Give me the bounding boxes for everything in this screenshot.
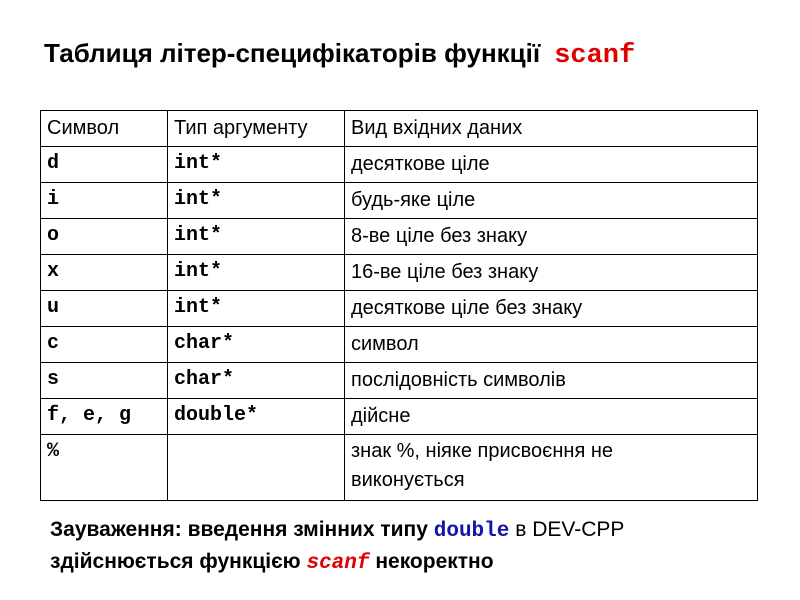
title-function-name: scanf — [554, 41, 636, 71]
cell-type: int* — [168, 255, 345, 291]
description-line-2: виконується — [351, 469, 465, 491]
description-line-1: знак %, ніяке присвоєння не — [351, 440, 614, 462]
remark-note — [50, 515, 624, 579]
table-row — [41, 255, 758, 291]
cell-description: десяткове ціле — [345, 147, 758, 183]
cell-description: десяткове ціле без знаку — [345, 291, 758, 327]
cell-symbol: s — [41, 363, 168, 399]
note-part-2: в DEV-CPP — [515, 518, 625, 541]
cell-type: char* — [168, 363, 345, 399]
cell-description — [345, 435, 758, 501]
table-row — [41, 399, 758, 435]
cell-description: 8-ве ціле без знаку — [345, 219, 758, 255]
cell-type: char* — [168, 327, 345, 363]
cell-type — [168, 435, 345, 501]
table-row — [41, 291, 758, 327]
cell-symbol: d — [41, 147, 168, 183]
cell-description: символ — [345, 327, 758, 363]
cell-symbol: c — [41, 327, 168, 363]
cell-type: double* — [168, 399, 345, 435]
table-row — [41, 435, 758, 501]
header-argument-type: Тип аргументу — [168, 111, 345, 147]
cell-symbol: i — [41, 183, 168, 219]
cell-symbol: f, e, g — [41, 399, 168, 435]
table-row — [41, 219, 758, 255]
cell-symbol: u — [41, 291, 168, 327]
cell-symbol: o — [41, 219, 168, 255]
note-function-name: scanf — [306, 552, 370, 575]
header-input-kind: Вид вхідних даних — [345, 111, 758, 147]
cell-symbol: % — [41, 435, 168, 501]
note-part-4: некоректно — [375, 550, 494, 573]
note-keyword-double: double — [433, 520, 510, 543]
slide-title — [44, 38, 635, 71]
cell-description: 16-ве ціле без знаку — [345, 255, 758, 291]
table-row — [41, 147, 758, 183]
cell-type: int* — [168, 291, 345, 327]
table-row — [41, 327, 758, 363]
cell-type: int* — [168, 219, 345, 255]
table-header-row — [41, 111, 758, 147]
cell-type: int* — [168, 147, 345, 183]
cell-description: дійсне — [345, 399, 758, 435]
specifier-table — [40, 110, 758, 501]
table-row — [41, 363, 758, 399]
cell-description: послідовність символів — [345, 363, 758, 399]
table-row — [41, 183, 758, 219]
note-part-3: здійснюється функцією — [50, 550, 301, 573]
cell-symbol: x — [41, 255, 168, 291]
header-symbol: Символ — [41, 111, 168, 147]
cell-description: будь-яке ціле — [345, 183, 758, 219]
note-part-1: Зауваження: введення змінних типу — [50, 518, 428, 541]
cell-type: int* — [168, 183, 345, 219]
title-text: Таблиця літер-специфікаторів функції — [44, 38, 541, 68]
